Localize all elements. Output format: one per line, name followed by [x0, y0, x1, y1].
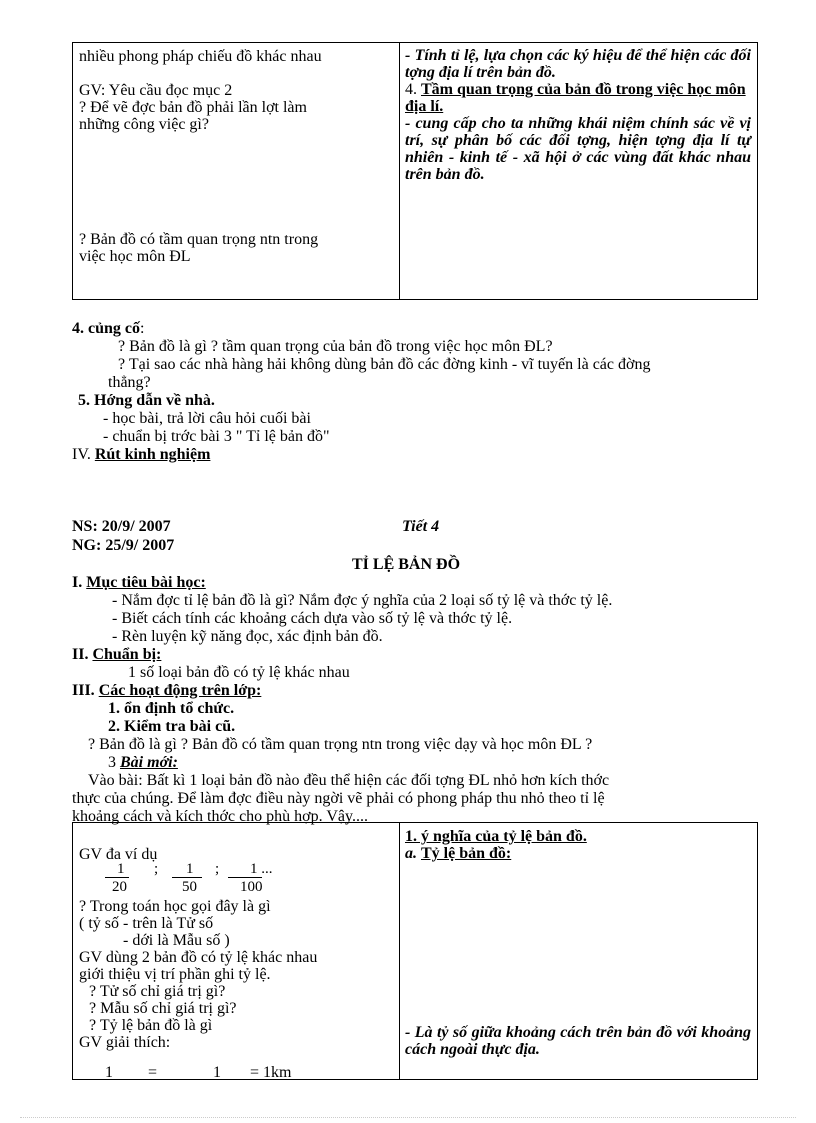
section-number: III.	[72, 682, 99, 699]
fraction-separator: ;	[154, 861, 159, 877]
heading-number: 4.	[405, 81, 421, 98]
top-table-right-cell	[405, 47, 751, 183]
cung-co-heading	[72, 320, 144, 338]
bottom-table-right-definition	[405, 1024, 751, 1058]
sub-heading-number: a.	[405, 845, 421, 862]
text-line: - dới là Mẫu số )	[123, 932, 230, 949]
heading-text: Tầm quan trọng của bản đồ trong việc học môn địa lí.	[405, 81, 746, 115]
muc-tieu-heading	[72, 574, 206, 592]
muc-tieu-item: - Biết cách tính các khoảng cách dựa vào số tỷ lệ và thớc tỷ lệ.	[112, 610, 513, 627]
page-footer-dotted-line	[20, 1117, 796, 1118]
text-line: GV dùng 2 bản đồ có tỷ lệ khác nhau	[79, 949, 318, 966]
fraction-3-bar	[228, 877, 262, 878]
cung-co-question-2: ? Tại sao các nhà hàng hải không dùng bản đồ các đờng kinh - vĩ tuyến là các đờng	[118, 356, 651, 373]
hoat-dong-heading	[72, 682, 261, 700]
example-eq-1: 1	[105, 1064, 113, 1081]
rut-kinh-nghiem	[72, 446, 210, 464]
answer-paragraph: - cung cấp cho ta những khái niệm chính sác về vị trí, sự phân bố các đối tợng, hiện tợng địa lí tự nhiên - kinh tế - xã hội ở các vùng đất khác nhau trên bản đồ.	[405, 115, 751, 183]
vao-bai-line: khoảng cách và kích thớc cho phù hợp. Vậy....	[72, 808, 368, 825]
vao-bai-line: Vào bài: Bất kì 1 loại bản đồ nào đều thể hiện các đối tợng ĐL nhỏ hơn kích thớc	[88, 772, 610, 789]
tiet-label: Tiết 4	[402, 518, 440, 535]
huong-dan-heading: 5. Hớng dẫn về nhà.	[78, 392, 215, 409]
section-number: IV.	[72, 446, 95, 463]
chuan-bi-heading	[72, 646, 161, 664]
top-table-divider	[399, 42, 400, 299]
bottom-table-left-questions	[79, 898, 394, 1051]
section-number: II.	[72, 646, 93, 663]
step-kiem-tra: 2. Kiểm tra bài cũ.	[108, 718, 236, 735]
question-line: ? Để vẽ đợc bản đồ phải lần lợt làm	[79, 99, 307, 116]
text-line: giới thiệu vị trí phần ghi tỷ lệ.	[79, 966, 271, 983]
sub-heading	[405, 845, 751, 862]
question-line: ? Tỷ lệ bản đồ là gì	[89, 1017, 213, 1034]
bottom-table-left-cell	[79, 846, 394, 863]
fraction-2-denominator: 50	[182, 879, 197, 895]
question-line: ? Tử số chỉ giá trị gì?	[89, 983, 226, 1000]
fraction-2-numerator: 1	[186, 861, 194, 877]
colon: :	[140, 320, 145, 337]
chuan-bi-item: 1 số loại bản đồ có tỷ lệ khác nhau	[128, 664, 350, 681]
question-line: ? Mẫu số chỉ giá trị gì?	[89, 1000, 237, 1017]
text-line: ( tỷ số - trên là Tử số	[79, 915, 214, 932]
ngay-soan: NS: 20/9/ 2007	[72, 518, 171, 535]
huong-dan-item: - học bài, trả lời câu hỏi cuối bài	[103, 410, 311, 427]
sub-heading-text: Tỷ lệ bản đồ:	[421, 845, 512, 862]
section-title: Các hoạt động trên lớp:	[98, 682, 262, 699]
fraction-1-numerator: 1	[117, 861, 125, 877]
example-eq-sign: =	[148, 1064, 158, 1081]
cung-co-question-2-cont: thẳng?	[108, 374, 151, 391]
fraction-2-bar	[172, 877, 202, 878]
fraction-separator: ;	[215, 861, 220, 877]
step-bai-moi	[108, 754, 178, 772]
step-title: Bài mới:	[120, 754, 178, 771]
step-number: 3	[108, 754, 120, 771]
section-title: Mục tiêu bài học:	[86, 574, 206, 591]
fraction-3-numerator: 1 ...	[250, 861, 273, 877]
bottom-table-right-cell	[405, 828, 751, 862]
text-line: GV: Yêu cầu đọc mục 2	[79, 82, 233, 99]
fraction-1-bar	[105, 877, 129, 878]
huong-dan-item: - chuẩn bị trớc bài 3 " Tỉ lệ bản đồ"	[103, 428, 330, 445]
fraction-1-denominator: 20	[112, 879, 127, 895]
text-line: GV giải thích:	[79, 1034, 171, 1051]
answer-paragraph: - Tính tỉ lệ, lựa chọn các ký hiệu để thể hiện các đối tợng địa lí trên bản đồ.	[405, 47, 751, 81]
vao-bai-line: thực của chúng. Để làm đợc điều này ngời vẽ phải có phong pháp thu nhỏ theo tỉ lệ	[72, 790, 605, 807]
ngay-giang: NG: 25/9/ 2007	[72, 537, 175, 554]
top-table-left-question	[79, 231, 394, 265]
question-line: ? Bản đồ có tầm quan trọng ntn trong	[79, 231, 319, 248]
section-number: I.	[72, 574, 87, 591]
example-eq-2: 1	[213, 1064, 221, 1081]
kiem-tra-question: ? Bản đồ là gì ? Bản đồ có tầm quan trọng ntn trong việc dạy và học môn ĐL ?	[88, 736, 593, 753]
cung-co-heading-text: 4. củng cố	[72, 320, 140, 337]
text-line: việc học môn ĐL	[79, 248, 191, 265]
muc-tieu-item: - Rèn luyện kỹ năng đọc, xác định bản đồ.	[112, 628, 383, 645]
bottom-table-divider	[399, 822, 400, 1079]
step-on-dinh: 1. ổn định tổ chức.	[108, 700, 235, 717]
top-table-left-cell	[79, 48, 394, 133]
section-heading	[405, 81, 751, 115]
section-title: Rút kinh nghiệm	[94, 446, 211, 463]
lesson-title: TỈ LỆ BẢN ĐỒ	[352, 556, 461, 573]
example-eq-3: = 1km	[250, 1064, 292, 1081]
fraction-3-denominator: 100	[240, 879, 263, 895]
definition-paragraph: - Là tỷ số giữa khoảng cách trên bản đồ với khoảng cách ngoài thực địa.	[405, 1024, 751, 1058]
question-line: ? Trong toán học gọi đây là gì	[79, 898, 271, 915]
text-line: những công việc gì?	[79, 116, 209, 133]
cung-co-question-1: ? Bản đồ là gì ? tầm quan trọng của bản đồ trong việc học môn ĐL?	[118, 338, 553, 355]
text-line: nhiều phong pháp chiếu đồ khác nhau	[79, 48, 322, 65]
text-line: GV đa ví dụ	[79, 846, 158, 863]
section-title: Chuẩn bị:	[92, 646, 162, 663]
section-heading: 1. ý nghĩa của tỷ lệ bản đồ.	[405, 828, 587, 845]
muc-tieu-item: - Nắm đợc tỉ lệ bản đồ là gì? Nắm đợc ý nghĩa của 2 loại số tỷ lệ và thớc tỷ lệ.	[112, 592, 613, 609]
